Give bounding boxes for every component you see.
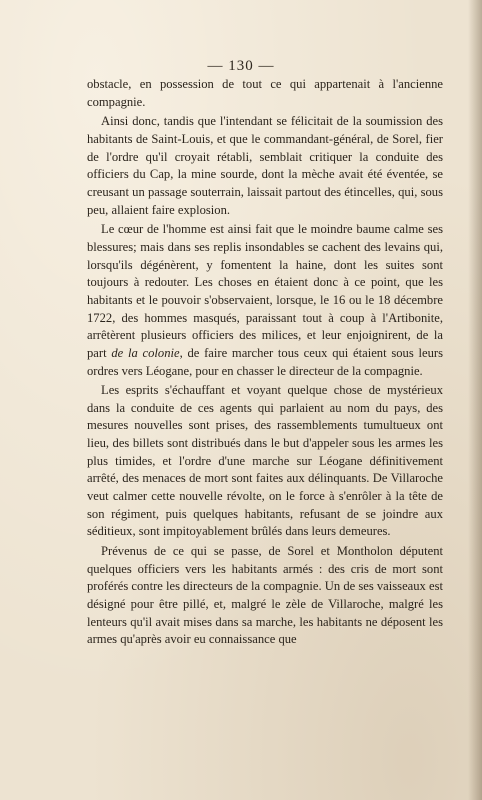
paragraph-text: Le cœur de l'homme est ainsi fait que le moindre baume calme ses blessures; mais dans ses replis insondables se cachent des levains qui, lorsqu'ils dégénèrent, y fomentent la haine, dont les suites sont toujours à redouter. Les choses en étaient donc à ce point, que les habitants et le pouvoir s'observaient, lorsque, le 16 ou le 18 décembre 1722, des hommes masqués, paraissant tout à coup à l'Artibonite, arrêtèrent plusieurs officiers des milices, et leur enjoignirent, de la part <box>87 222 443 360</box>
paragraph: Ainsi donc, tandis que l'intendant se félicitait de la soumission des habitants de Saint-Louis, et que le commandant-général, de Sorel, fier de l'ordre qu'il croyait rétabli, semblait critiquer la conduite des officiers du Cap, la mine sourde, dont la mèche avait été éventée, se creusant un passage souterrain, laissait partout des étincelles, qui, sous peu, allaient faire explosion. <box>87 114 443 217</box>
page-number: — 130 — <box>207 58 275 74</box>
paragraph: Les esprits s'échauffant et voyant quelque chose de mystérieux dans la conduite de ces agents qui parlaient au nom du pays, des mesures nouvelles sont prises, des rassemblements tumultueux ont lieu, des billets sont distribués dans le but d'appeler sous les armes les plus timides, et l'ordre d'une marche sur Léogane définitivement arrêté, des menaces de mort sont faites aux délinquants. De Villaroche veut calmer cette nouvelle révolte, on le force à s'enrôler à la tête de son régiment, puis quelques habitants, refusant de se joindre aux séditieux, sont impitoyablement brûlés dans leurs demeures. <box>87 383 443 539</box>
paragraph-text: , de faire marcher tous ceux qui étaient sous leurs ordres vers Léogane, pour en chasser le directeur de la compagnie. <box>87 345 443 378</box>
page-edge-shadow <box>468 0 482 800</box>
paragraph: Prévenus de ce qui se passe, de Sorel et Montholon députent quelques officiers vers les habitants armés : des cris de mort sont proférés contre les directeurs de la compagnie. Un de ses vaisseaux est désigné pour être pillé, et, malgré le zèle de Villaroche, malgré les lenteurs qu'il avait mises dans sa marche, les habitants ne déposent les armes qu'après avoir eu connaissance que <box>87 544 443 647</box>
emphasis-text: de la colonie <box>111 345 180 360</box>
paragraph <box>87 221 443 380</box>
body-text <box>87 76 443 651</box>
paragraph-continued: obstacle, en possession de tout ce qui appartenait à l'ancienne compagnie. <box>87 77 443 109</box>
